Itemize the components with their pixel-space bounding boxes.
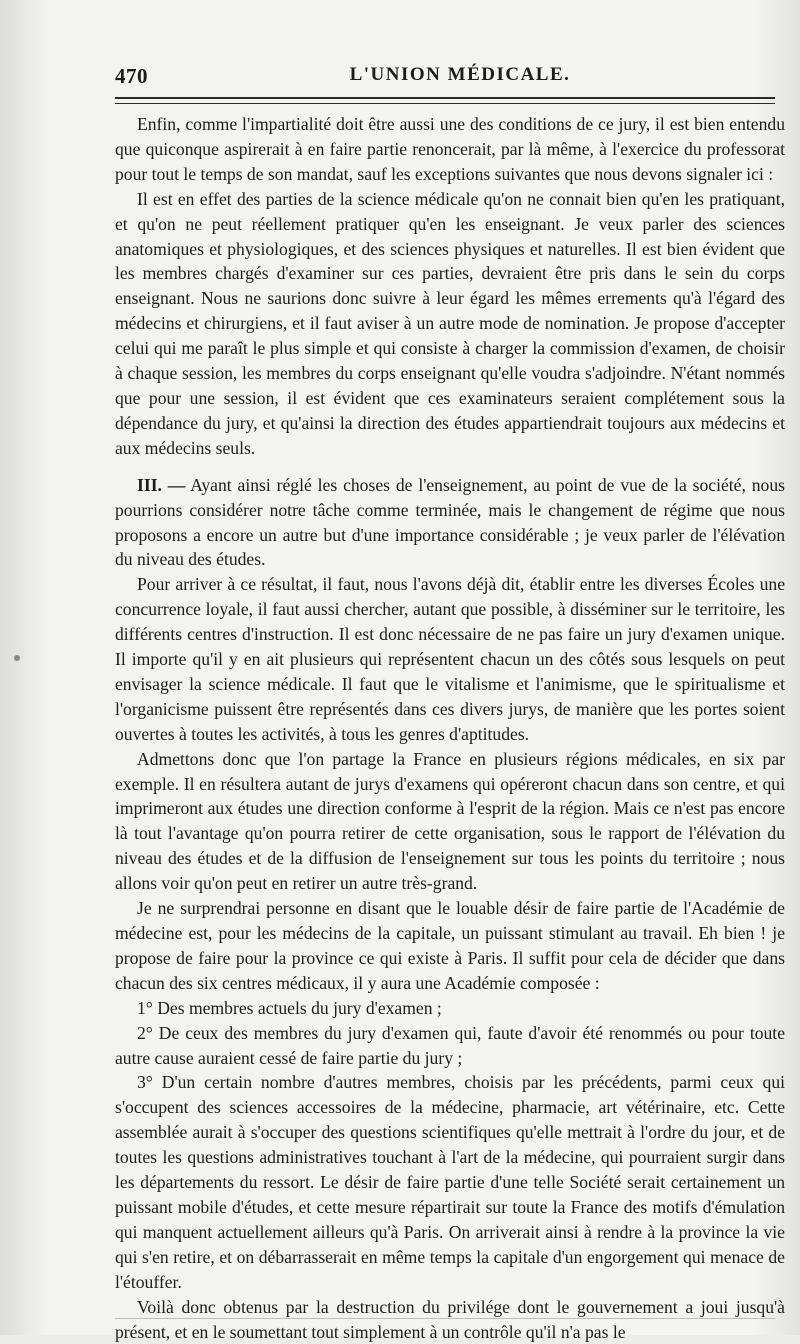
list-item: 2° De ceux des membres du jury d'examen qui, faute d'avoir été renommés ou pour toute autre cause auraient cessé de faire partie du jury ; [115,1022,785,1068]
running-title: L'UNION MÉDICALE. [349,64,571,85]
page-header [115,64,775,92]
page-number: 470 [115,64,148,88]
section-number: III. — [137,474,186,495]
paragraph-text: Ayant ainsi réglé les choses de l'enseignement, au point de vue de la société, nous pourrions considérer notre tâche comme terminée, mais le changement de régime que nous proposons a encore un autre but d'une importance considérable ; je veux parler de l'élévation du niveau des études. [115,474,785,570]
margin-speck [14,655,20,661]
paragraph: Pour arriver à ce résultat, il faut, nous l'avons déjà dit, établir entre les diverses Écoles une concurrence loyale, il faut aussi chercher, autant que possible, à disséminer sur le territoire, les différents centres d'instruction. Il est donc nécessaire de ne pas faire un jury d'examen unique. Il importe qu'il y en ait plusieurs qui représentent chacun un des côtés sous lesquels on peut envisager la science médicale. Il faut que le vitalisme et l'animisme, que le spiritualisme et l'organicisme puissent être représentés dans ces divers jurys, de manière que les portes soient ouvertes à toutes les activités, à tous les genres d'aptitudes. [115,574,785,744]
header-rule [115,97,775,99]
list-item: 3° D'un certain nombre d'autres membres, choisis par les précédents, parmi ceux qui s'occupent des sciences accessoires de la médecine, pharmacie, art vétérinaire, etc. Cette assemblée aurait à s'occuper des questions scientifiques qu'elle mettrait à l'ordre du jour, et de toutes les questions administratives touchant à l'art de la médecine, qui pourraient surgir dans les départements du ressort. Le désir de faire partie d'une telle Société serait certainement un puissant mobile d'études, et cette mesure répartirait sur toute la France des motifs d'émulation qui manquent actuellement ailleurs qu'à Paris. On arriverait ainsi à rendre à la province la vie qui s'en retire, et on débarrasserait en même temps la capitale d'un engorgement qui menace de l'étouffer. [115,1072,785,1292]
header-rule-thin [115,103,775,104]
paragraph: Admettons donc que l'on partage la France en plusieurs régions médicales, en six par exemple. Il en résultera autant de jurys d'examens qui opéreront chacun dans son centre, et qui imprimeront aux études une direction conforme à l'esprit de la région. Mais ce n'est pas encore là tout l'avantage qu'on pourra retirer de cette organisation, sous le rapport de l'élévation du niveau des études et de la diffusion de l'enseignement sur tous les points du territoire ; nous allons voir qu'on peut en retirer un autre très-grand. [115,748,785,894]
paragraph [115,473,785,573]
footer-edge [115,1318,775,1319]
article-body [115,112,785,1344]
list-item: 1° Des membres actuels du jury d'examen ; [137,997,442,1018]
paragraph: Enfin, comme l'impartialité doit être aussi une des conditions de ce jury, il est bien entendu que quiconque aspirerait à en faire partie renoncerait, par là même, à l'exercice du professorat pour tout le temps de son mandat, sauf les exceptions suivantes que nous devons signaler ici : [115,114,785,184]
paragraph: Voilà donc obtenus par la destruction du privilége dont le gouvernement a joui jusqu'à présent, et en le soumettant tout simplement à un contrôle qu'il n'a pas le [115,1296,785,1342]
paragraph: Je ne surprendrai personne en disant que le louable désir de faire partie de l'Académie de médecine est, pour les médecins de la capitale, un puissant stimulant au travail. Eh bien ! je propose de faire pour la province ce qui existe à Paris. Il suffit pour cela de décider que dans chacun des six centres médicaux, il y aura une Académie composée : [115,898,785,993]
paragraph: Il est en effet des parties de la science médicale qu'on ne connait bien qu'en les pratiquant, et qu'on ne peut réellement pratiquer qu'en les enseignant. Je veux parler des sciences anatomiques et physiologiques, et des sciences physiques et naturelles. Il est bien évident que les membres chargés d'examiner sur ces parties, devraient être pris dans le sein du corps enseignant. Nous ne saurions donc suivre à leur égard les mêmes errements qu'à l'égard des médecins et chirurgiens, et il faut aviser à un autre mode de nomination. Je propose d'accepter celui qui me paraît le plus simple et qui consiste à charger la commission d'examen, de choisir à chaque session, les membres du corps enseignant qu'elle voudra s'adjoindre. N'étant nommés que pour une session, il est évident que ces examinateurs seraient complétement sous la dépendance du jury, et qu'ainsi la direction des études appartiendrait toujours aux médecins et aux médecins seuls. [115,188,785,458]
